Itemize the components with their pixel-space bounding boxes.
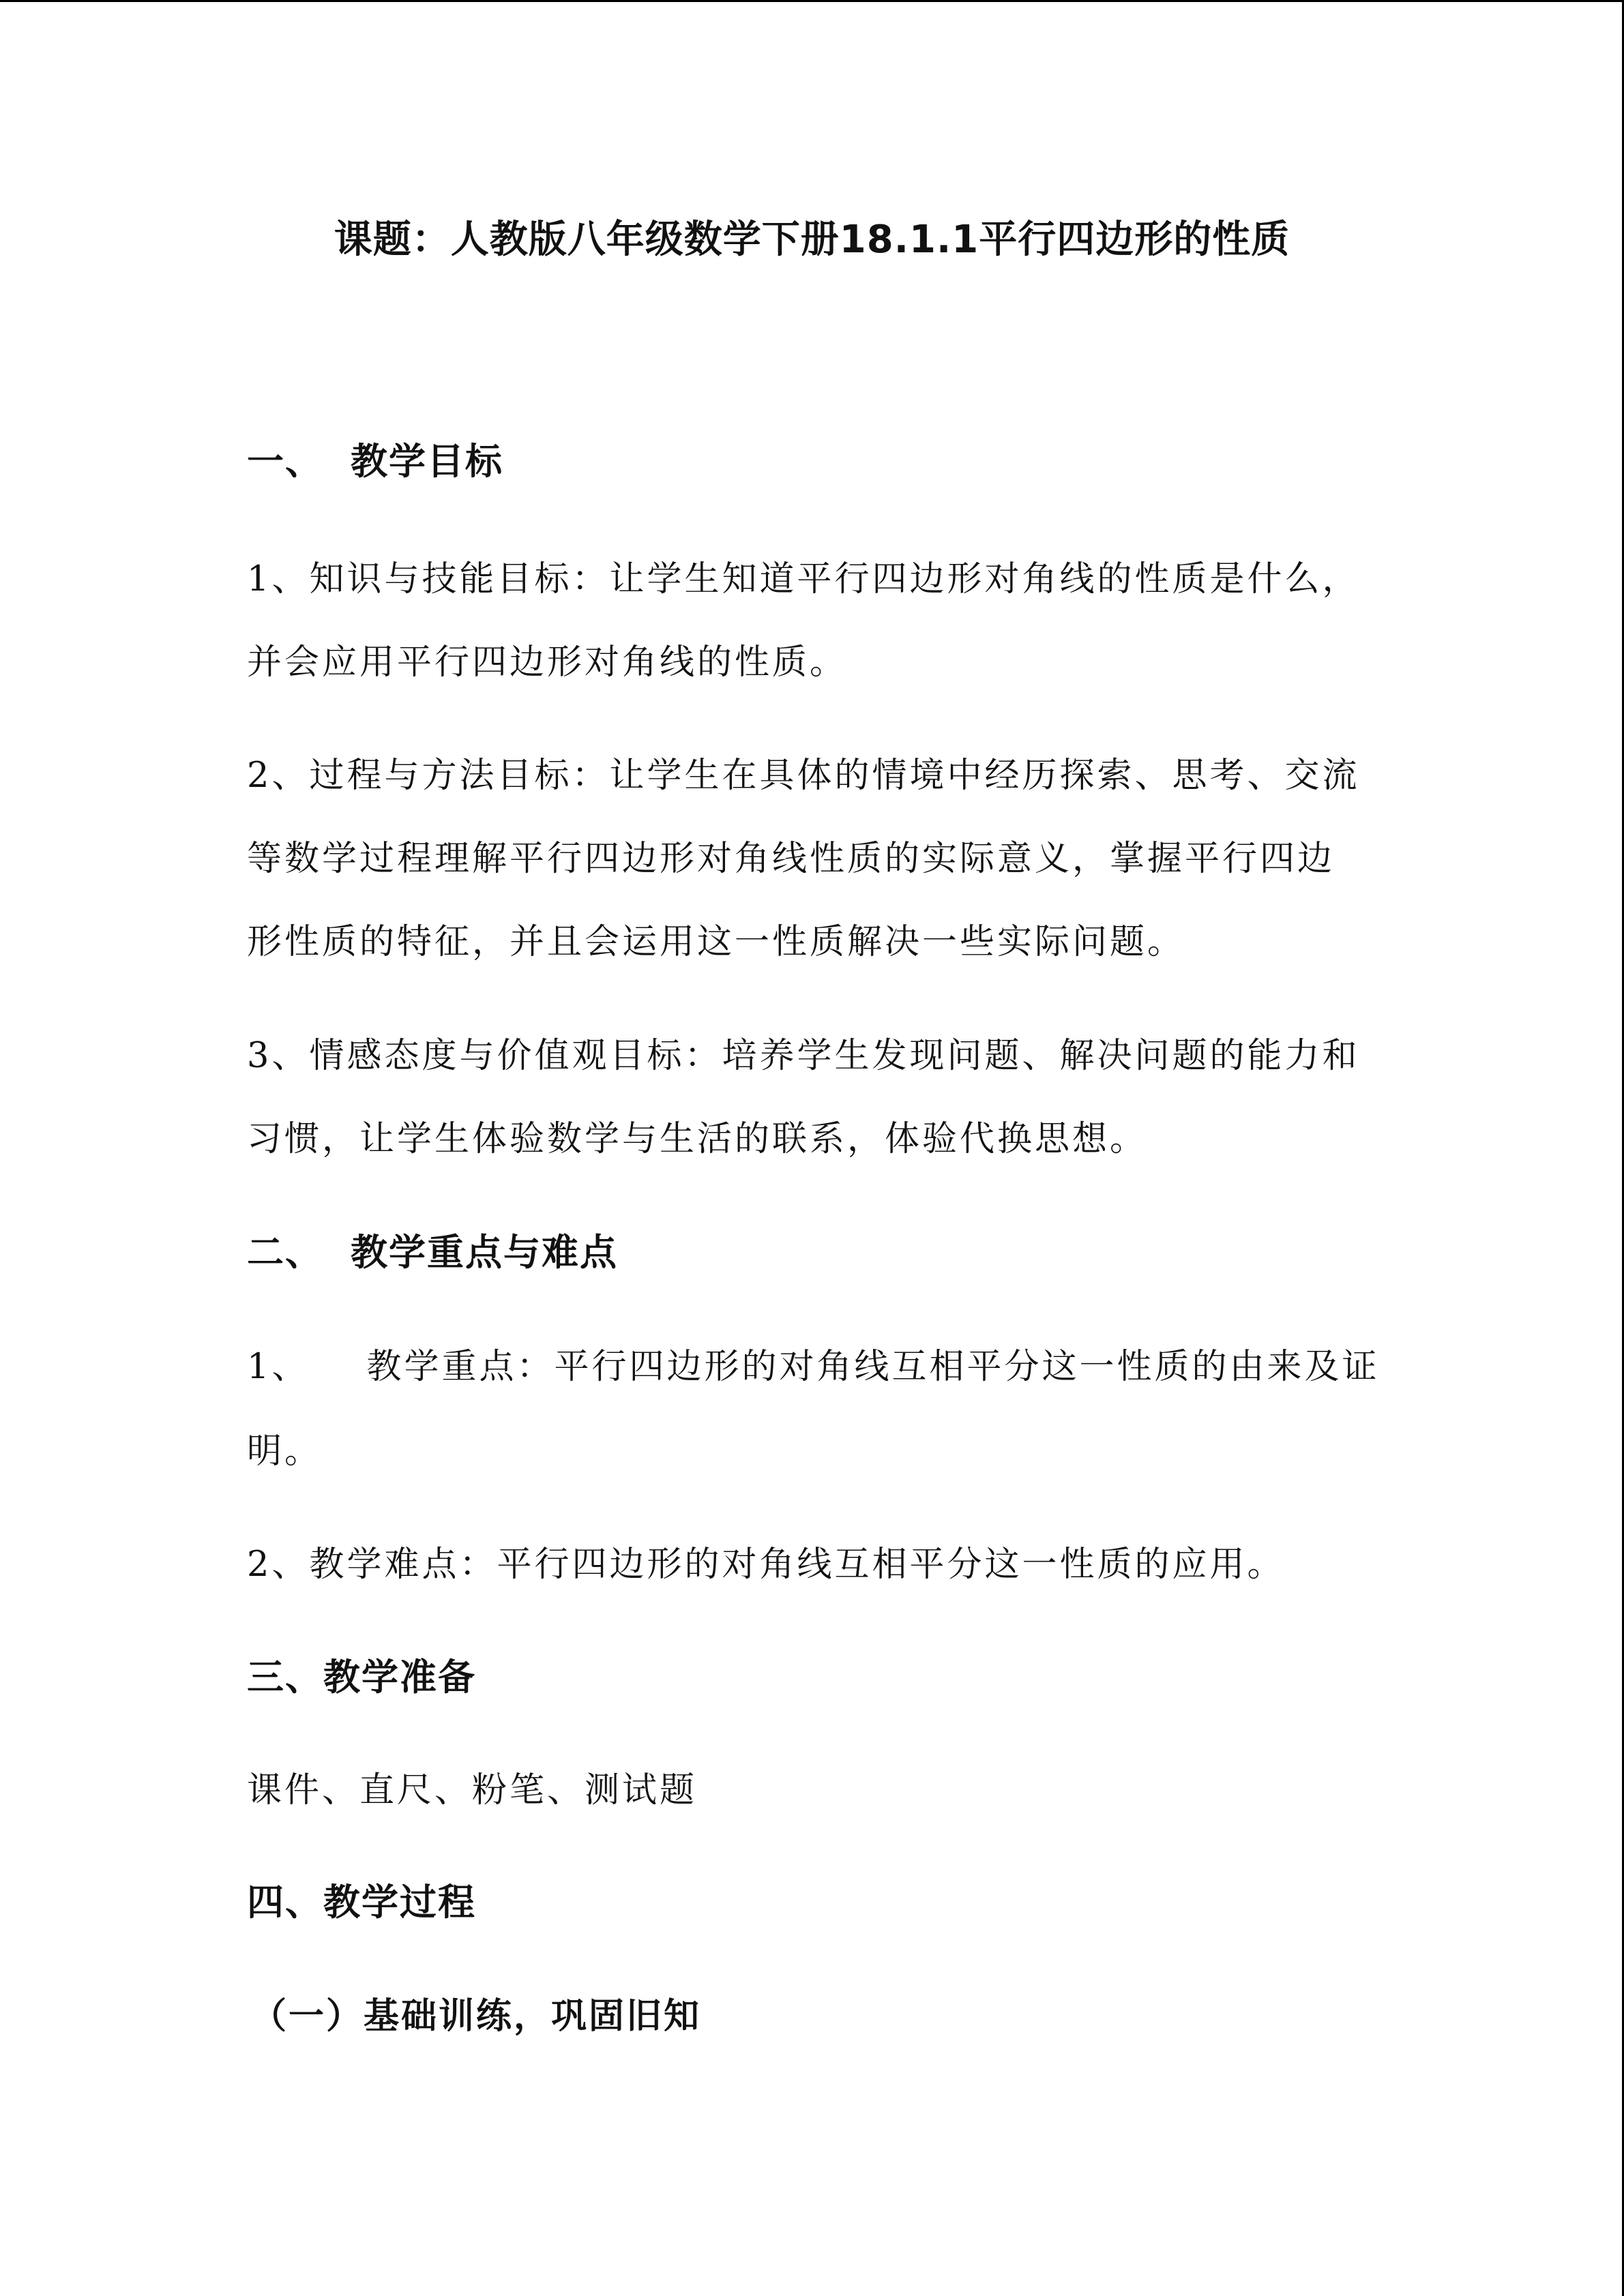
paragraph-line: 2、教学难点：平行四边形的对角线互相平分这一性质的应用。 xyxy=(247,1545,1285,1585)
paragraph-line: 形性质的特征，并且会运用这一性质解决一些实际问题。 xyxy=(247,922,1185,962)
sub-heading-basic-training: （一）基础训练，巩固旧知 xyxy=(251,1996,702,2037)
paragraph-line: 1、知识与技能目标：让学生知道平行四边形对角线的性质是什么， xyxy=(247,559,1360,599)
section-heading-goals xyxy=(247,438,1393,486)
section-title: 教学重点与难点 xyxy=(351,1231,618,1274)
paragraph-line: 3、情感态度与价值观目标：培养学生发现问题、解决问题的能力和 xyxy=(247,1036,1360,1076)
paragraph-line: 等数学过程理解平行四边形对角线性质的实际意义，掌握平行四边 xyxy=(247,839,1335,879)
paragraph-line: 并会应用平行四边形对角线的性质。 xyxy=(247,642,848,683)
list-text: 教学重点：平行四边形的对角线互相平分这一性质的由来及证 xyxy=(366,1347,1380,1387)
section-heading-preparation: 三、教学准备 xyxy=(247,1656,476,1699)
section-heading-process: 四、教学过程 xyxy=(247,1881,476,1924)
paragraph-line: 明。 xyxy=(247,1431,323,1472)
list-number: 1、 xyxy=(247,1347,310,1387)
paragraph-line: 2、过程与方法目标：让学生在具体的情境中经历探索、思考、交流 xyxy=(247,756,1360,796)
paragraph-line: 习惯，让学生体验数学与生活的联系，体验代换思想。 xyxy=(247,1119,1148,1159)
page-border-top xyxy=(0,0,1624,2)
preparation-items: 课件、直尺、粉笔、测试题 xyxy=(247,1770,698,1810)
section-number: 二、 xyxy=(247,1231,323,1274)
section-title: 教学目标 xyxy=(351,440,503,483)
section-heading-key-points xyxy=(247,1229,1393,1277)
section-number: 一、 xyxy=(247,440,323,483)
document-title: 课题：人教版八年级数学下册18.1.1平行四边形的性质 xyxy=(334,218,1290,262)
paragraph-line xyxy=(247,1343,1393,1391)
